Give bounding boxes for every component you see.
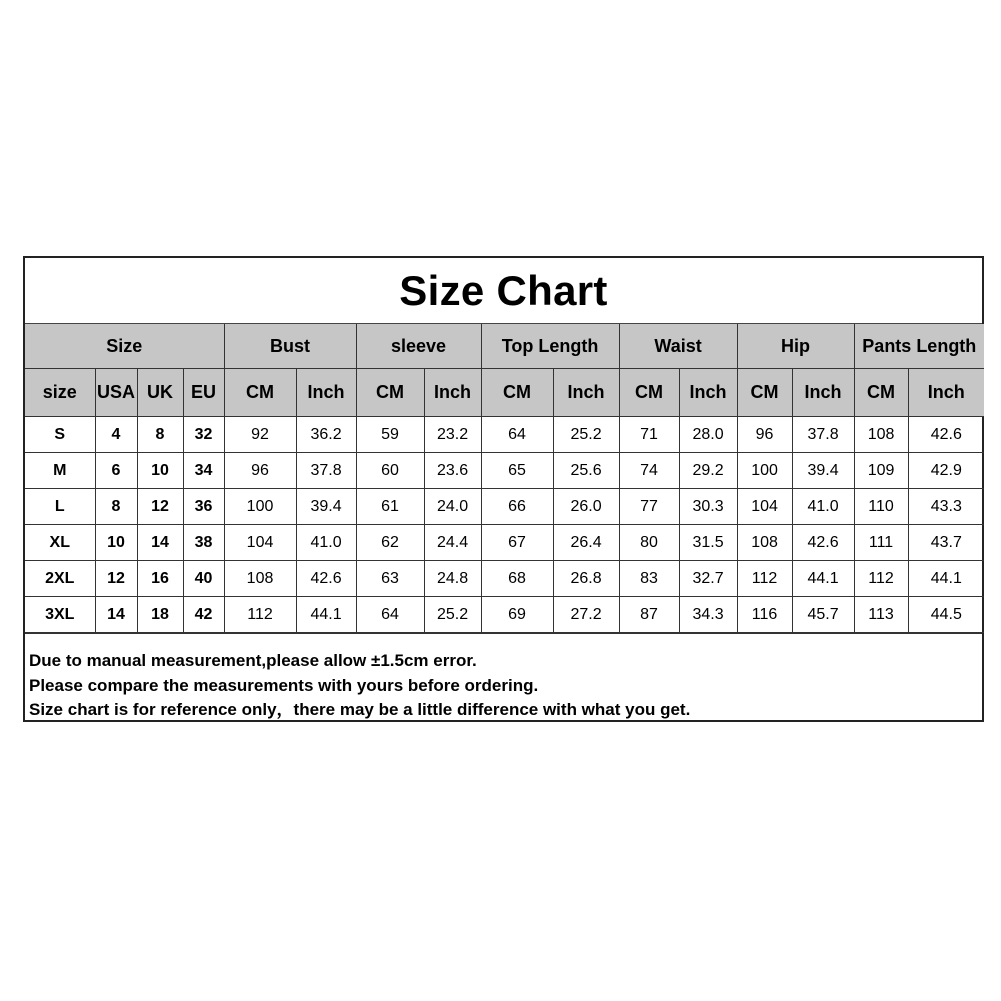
table-cell: 112 [854, 561, 908, 597]
sub-header-cell: EU [183, 369, 224, 417]
table-cell: 8 [137, 417, 183, 453]
table-cell: 71 [619, 417, 679, 453]
table-cell: 10 [137, 453, 183, 489]
table-cell: 44.1 [792, 561, 854, 597]
table-cell: 32 [183, 417, 224, 453]
group-header-pants-length: Pants Length [854, 324, 984, 369]
table-cell: 39.4 [296, 489, 356, 525]
table-cell: 14 [95, 597, 137, 633]
table-cell: 32.7 [679, 561, 737, 597]
table-cell: 68 [481, 561, 553, 597]
table-cell: 38 [183, 525, 224, 561]
sub-header-cell: CM [356, 369, 424, 417]
sub-header-cell: Inch [908, 369, 984, 417]
table-row [25, 597, 984, 633]
table-cell: 69 [481, 597, 553, 633]
table-cell: 116 [737, 597, 792, 633]
table-cell: 31.5 [679, 525, 737, 561]
table-cell: 26.4 [553, 525, 619, 561]
sub-header-cell: CM [619, 369, 679, 417]
table-cell: 113 [854, 597, 908, 633]
table-cell: 109 [854, 453, 908, 489]
note-line: Size chart is for reference only，there may be a little difference with what you get. [29, 700, 691, 719]
table-cell: 36.2 [296, 417, 356, 453]
notes [25, 633, 982, 723]
table-cell: S [25, 417, 95, 453]
table-cell: 80 [619, 525, 679, 561]
group-header-sleeve: sleeve [356, 324, 481, 369]
table-cell: 44.1 [296, 597, 356, 633]
table-cell: 45.7 [792, 597, 854, 633]
table-cell: 29.2 [679, 453, 737, 489]
sub-header-cell: CM [737, 369, 792, 417]
table-cell: 108 [224, 561, 296, 597]
table-cell: 41.0 [296, 525, 356, 561]
table-cell: 25.6 [553, 453, 619, 489]
table-cell: 26.8 [553, 561, 619, 597]
table-cell: 27.2 [553, 597, 619, 633]
table-cell: 12 [137, 489, 183, 525]
table-cell: 24.0 [424, 489, 481, 525]
sub-header-cell: Inch [296, 369, 356, 417]
table-cell: 37.8 [792, 417, 854, 453]
table-cell: 34.3 [679, 597, 737, 633]
table-cell: 87 [619, 597, 679, 633]
table-cell: 96 [224, 453, 296, 489]
table-row [25, 525, 984, 561]
table-cell: 8 [95, 489, 137, 525]
table-cell: 104 [224, 525, 296, 561]
table-cell: 26.0 [553, 489, 619, 525]
size-chart [23, 256, 984, 722]
table-cell: 59 [356, 417, 424, 453]
table-cell: 42.9 [908, 453, 984, 489]
table-cell: 100 [224, 489, 296, 525]
group-header-waist: Waist [619, 324, 737, 369]
table-cell: 62 [356, 525, 424, 561]
table-cell: 24.4 [424, 525, 481, 561]
sub-header-cell: CM [224, 369, 296, 417]
table-cell: 65 [481, 453, 553, 489]
table-cell: 61 [356, 489, 424, 525]
table-row [25, 453, 984, 489]
table-cell: 96 [737, 417, 792, 453]
note-line: Please compare the measurements with yours before ordering. [29, 675, 539, 695]
sub-header-cell: size [25, 369, 95, 417]
table-cell: 67 [481, 525, 553, 561]
table-row [25, 561, 984, 597]
group-header-hip: Hip [737, 324, 854, 369]
table-cell: 41.0 [792, 489, 854, 525]
table-cell: 44.5 [908, 597, 984, 633]
table-cell: 6 [95, 453, 137, 489]
table-cell: 28.0 [679, 417, 737, 453]
table-cell: 112 [737, 561, 792, 597]
table-cell: 108 [737, 525, 792, 561]
table-row [25, 489, 984, 525]
table-cell: 40 [183, 561, 224, 597]
table-cell: 111 [854, 525, 908, 561]
group-header-top-length: Top Length [481, 324, 619, 369]
table-cell: 100 [737, 453, 792, 489]
table-cell: 77 [619, 489, 679, 525]
table-cell: 110 [854, 489, 908, 525]
table-cell: 2XL [25, 561, 95, 597]
table-cell: 43.3 [908, 489, 984, 525]
sub-header-cell: USA [95, 369, 137, 417]
table-row [25, 417, 984, 453]
note-line: Due to manual measurement,please allow ±1.5cm error. [29, 651, 477, 670]
table-cell: 83 [619, 561, 679, 597]
sub-header-cell: UK [137, 369, 183, 417]
sub-header-cell: CM [854, 369, 908, 417]
table-cell: 16 [137, 561, 183, 597]
table-cell: 64 [356, 597, 424, 633]
table-cell: 104 [737, 489, 792, 525]
table-cell: 12 [95, 561, 137, 597]
table-cell: 18 [137, 597, 183, 633]
sub-header-cell: Inch [553, 369, 619, 417]
sub-header-cell: Inch [424, 369, 481, 417]
table-cell: 42.6 [908, 417, 984, 453]
table-cell: 4 [95, 417, 137, 453]
table-cell: 74 [619, 453, 679, 489]
table-cell: 108 [854, 417, 908, 453]
group-header-size: Size [25, 324, 224, 369]
table-cell: 92 [224, 417, 296, 453]
size-table [25, 324, 984, 633]
table-cell: 112 [224, 597, 296, 633]
group-header-bust: Bust [224, 324, 356, 369]
table-cell: L [25, 489, 95, 525]
table-cell: 39.4 [792, 453, 854, 489]
sub-header-cell: Inch [679, 369, 737, 417]
table-cell: 42 [183, 597, 224, 633]
table-cell: 44.1 [908, 561, 984, 597]
table-cell: 60 [356, 453, 424, 489]
table-cell: 42.6 [296, 561, 356, 597]
table-cell: 66 [481, 489, 553, 525]
table-cell: 10 [95, 525, 137, 561]
table-cell: 24.8 [424, 561, 481, 597]
sub-header-cell: CM [481, 369, 553, 417]
table-cell: M [25, 453, 95, 489]
table-cell: 25.2 [424, 597, 481, 633]
table-cell: 42.6 [792, 525, 854, 561]
table-cell: XL [25, 525, 95, 561]
table-cell: 23.6 [424, 453, 481, 489]
table-cell: 64 [481, 417, 553, 453]
sub-header-cell: Inch [792, 369, 854, 417]
table-cell: 30.3 [679, 489, 737, 525]
table-cell: 36 [183, 489, 224, 525]
chart-title: Size Chart [25, 258, 982, 324]
table-cell: 25.2 [553, 417, 619, 453]
group-header-row [25, 324, 984, 369]
table-cell: 63 [356, 561, 424, 597]
table-cell: 3XL [25, 597, 95, 633]
sub-header-row [25, 369, 984, 417]
table-cell: 14 [137, 525, 183, 561]
table-cell: 43.7 [908, 525, 984, 561]
table-cell: 23.2 [424, 417, 481, 453]
table-cell: 34 [183, 453, 224, 489]
table-cell: 37.8 [296, 453, 356, 489]
